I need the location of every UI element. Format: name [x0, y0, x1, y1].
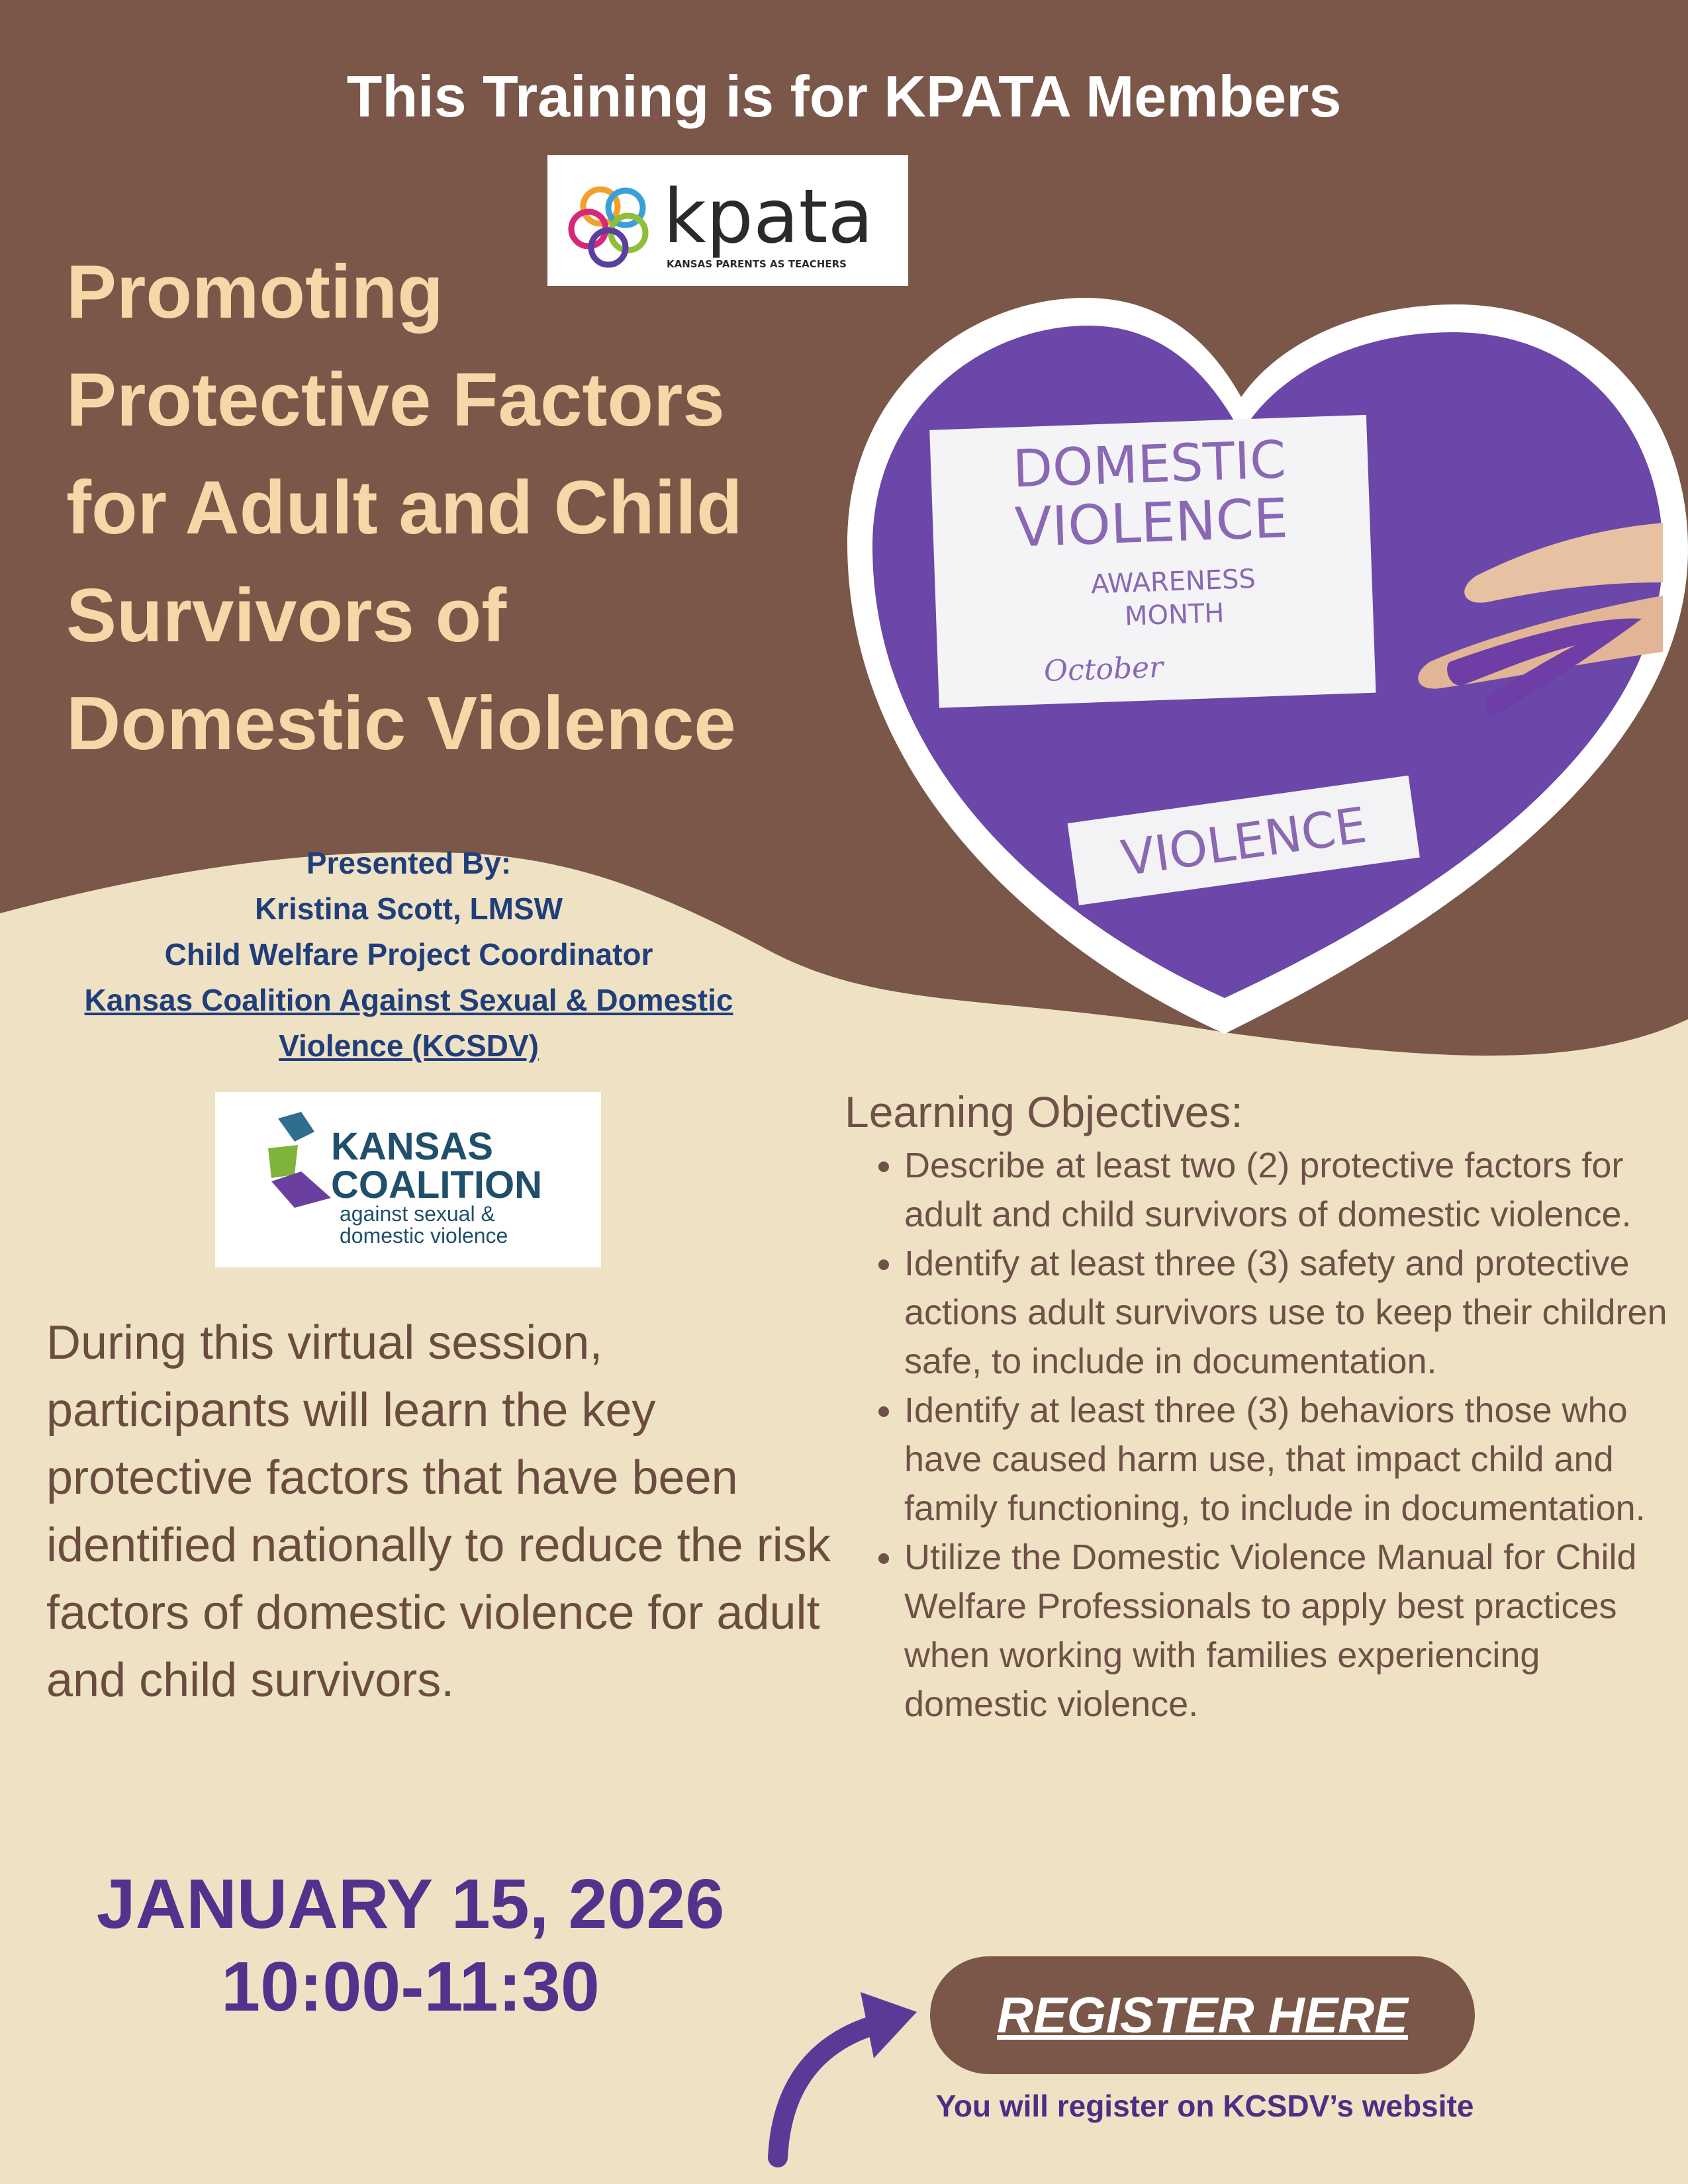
kc-logo-tagline1: against sexual &: [340, 1202, 495, 1226]
event-time: 10:00-11:30: [221, 1948, 600, 2026]
title-line: Protective Factors: [66, 358, 725, 442]
session-description: During this virtual session, participants will learn the key protective factors that have been identified nationally to reduce the risk factors of domestic violence for adult and child survivors.: [46, 1316, 831, 1707]
objective-item: • Identify at least three (3) behaviors those who have caused harm use, that impact child and family functioning, to include in documentation.: [904, 1386, 1672, 1533]
title-line: Promoting: [66, 250, 444, 334]
kc-logo-tagline2: domestic violence: [340, 1224, 508, 1248]
logo-shape-purple: [271, 1171, 331, 1208]
card-text-awareness: AWARENESS: [1090, 563, 1256, 600]
learning-objectives: [845, 1087, 1672, 1729]
kansas-coalition-logo: [215, 1092, 601, 1267]
strip-text: VIOLENCE: [1117, 796, 1370, 887]
logo-shape-green: [268, 1145, 298, 1178]
title-line: for Adult and Child: [66, 466, 743, 550]
page-heading: This Training is for KPATA Members: [346, 64, 1342, 129]
awareness-card: [929, 415, 1376, 708]
presenter-label: Presented By:: [306, 846, 512, 880]
objectives-list: [845, 1141, 1672, 1729]
kc-logo-kansas: KANSAS: [331, 1125, 493, 1168]
objective-item: • Describe at least two (2) protective factors for adult and child survivors of domestic violence.: [904, 1141, 1672, 1239]
event-date: JANUARY 15, 2026: [96, 1865, 725, 1943]
card-text-month: MONTH: [1124, 598, 1225, 632]
event-datetime: [46, 1863, 774, 2028]
title-line: Survivors of: [66, 574, 507, 658]
kansas-coalition-logo-mark: [215, 1092, 601, 1267]
kpata-tagline: KANSAS PARENTS AS TEACHERS: [667, 258, 847, 270]
card-text-domestic: DOMESTIC: [1011, 430, 1288, 500]
organization-link[interactable]: [26, 978, 791, 1069]
main-title: [66, 238, 834, 778]
logo-shape-blue: [278, 1112, 314, 1142]
presenter-role: Child Welfare Project Coordinator: [164, 937, 653, 972]
register-button[interactable]: REGISTER HERE: [930, 1956, 1475, 2074]
organization-link-line1[interactable]: Kansas Coalition Against Sexual & Domestic: [84, 983, 733, 1017]
presenter-block: [26, 841, 791, 1069]
organization-link-line2[interactable]: Violence (KCSDV): [279, 1028, 539, 1063]
register-note: You will register on KCSDV’s website: [935, 2089, 1474, 2123]
card-text-october: October: [1043, 650, 1164, 689]
presenter-name: Kristina Scott, LMSW: [254, 891, 563, 926]
card-text-violence: VIOLENCE: [1013, 487, 1289, 560]
title-line: Domestic Violence: [66, 682, 736, 766]
kc-logo-coalition: COALITION: [331, 1163, 542, 1206]
objective-item: • Identify at least three (3) safety and protective actions adult survivors use to keep their children safe, to include in documentation.: [904, 1239, 1672, 1386]
objective-item: • Utilize the Domestic Violence Manual for Child Welfare Professionals to apply best practices when working with families experiencing domestic violence.: [904, 1533, 1672, 1729]
objectives-heading: Learning Objectives:: [845, 1087, 1243, 1136]
kpata-wordmark: kpata: [663, 174, 874, 260]
